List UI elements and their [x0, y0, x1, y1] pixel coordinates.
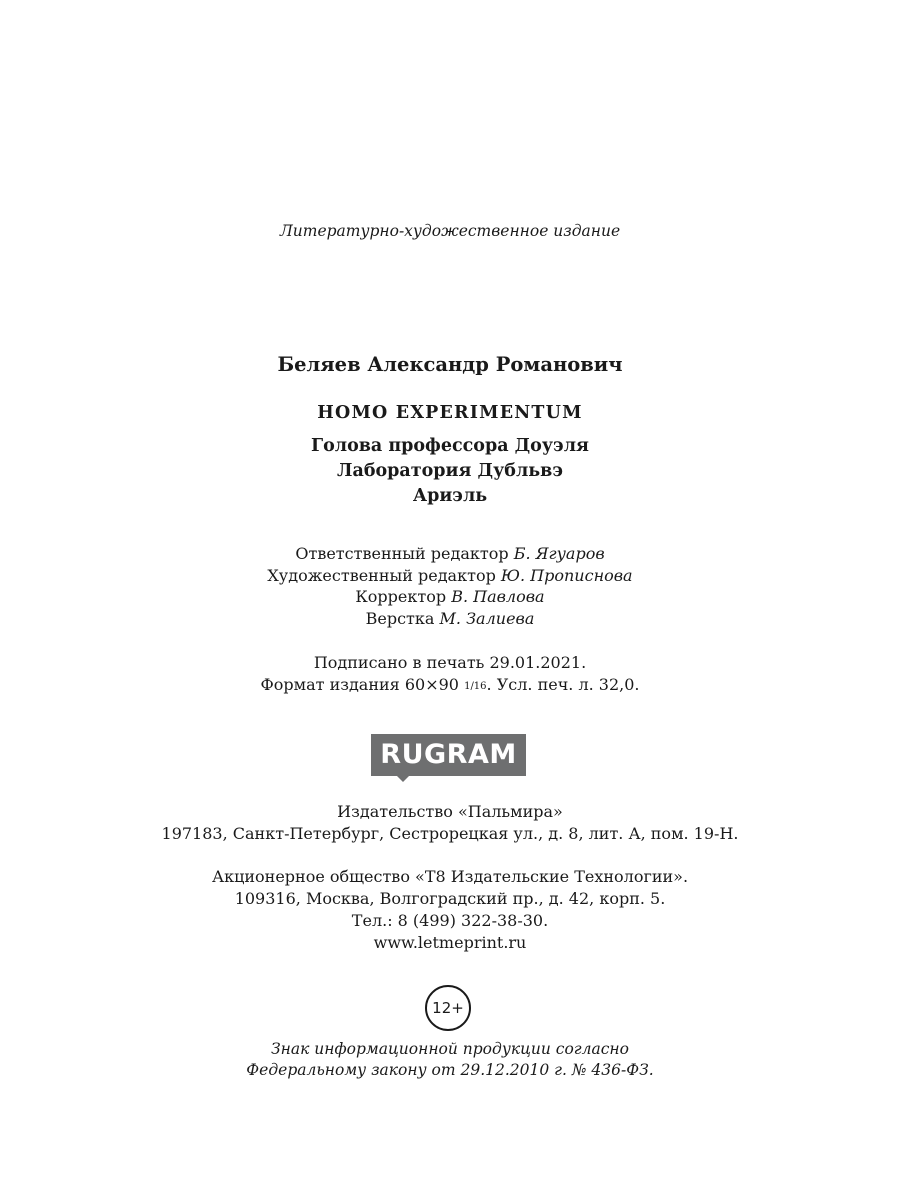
- credit-role: Верстка: [365, 609, 435, 628]
- credit-name: Б. Ягуаров: [513, 544, 605, 563]
- age-rating-badge: 12+: [425, 985, 471, 1031]
- credit-role: Корректор: [355, 587, 447, 606]
- printer-name: Акционерное общество «Т8 Издательские Технологии».: [211, 867, 689, 886]
- work-title-1: Голова профессора Доуэля: [310, 436, 589, 456]
- printer-address: 109316, Москва, Волгоградский пр., д. 42, корп. 5.: [234, 889, 666, 908]
- printer-phone: Тел.: 8 (499) 322-38-30.: [351, 911, 549, 930]
- credit-role: Ответственный редактор: [295, 544, 509, 563]
- rugram-logo: [371, 734, 526, 779]
- credit-line-3: [0, 589, 900, 605]
- logo-text: RUGRAM: [380, 739, 517, 770]
- signed-for-print: Подписано в печать 29.01.2021.: [313, 653, 587, 672]
- credit-name: Ю. Прописнова: [500, 566, 633, 585]
- credit-line-2: [0, 568, 900, 584]
- logo-notch: [397, 776, 409, 782]
- author-name: Беляев Александр Романович: [277, 353, 623, 376]
- publisher-address: 197183, Санкт-Петербург, Сестрорецкая ул., д. 8, лит. А, пом. 19-Н.: [161, 824, 739, 843]
- format-suffix: . Усл. печ. л. 32,0.: [486, 675, 640, 694]
- credit-line-1: [0, 546, 900, 562]
- format-fraction: 1/16: [464, 681, 487, 692]
- age-notice-line-1: Знак информационной продукции согласно: [271, 1040, 629, 1058]
- print-format: [0, 677, 900, 693]
- credit-role: Художественный редактор: [267, 566, 496, 585]
- age-notice-line-2: Федеральному закону от 29.12.2010 г. № 436-ФЗ.: [246, 1061, 654, 1079]
- edition-type: Литературно-художественное издание: [279, 222, 621, 240]
- publisher-name: Издательство «Пальмира»: [337, 802, 563, 821]
- series-title: HOMO EXPERIMENTUM: [317, 403, 583, 423]
- work-title-3: Ариэль: [412, 486, 488, 506]
- credit-line-4: [0, 611, 900, 627]
- work-title-2: Лаборатория Дубльвэ: [337, 461, 563, 481]
- printer-website: www.letmeprint.ru: [373, 933, 527, 952]
- format-prefix: Формат издания 60×90: [260, 675, 459, 694]
- credit-name: М. Залиева: [439, 609, 535, 628]
- credit-name: В. Павлова: [451, 587, 545, 606]
